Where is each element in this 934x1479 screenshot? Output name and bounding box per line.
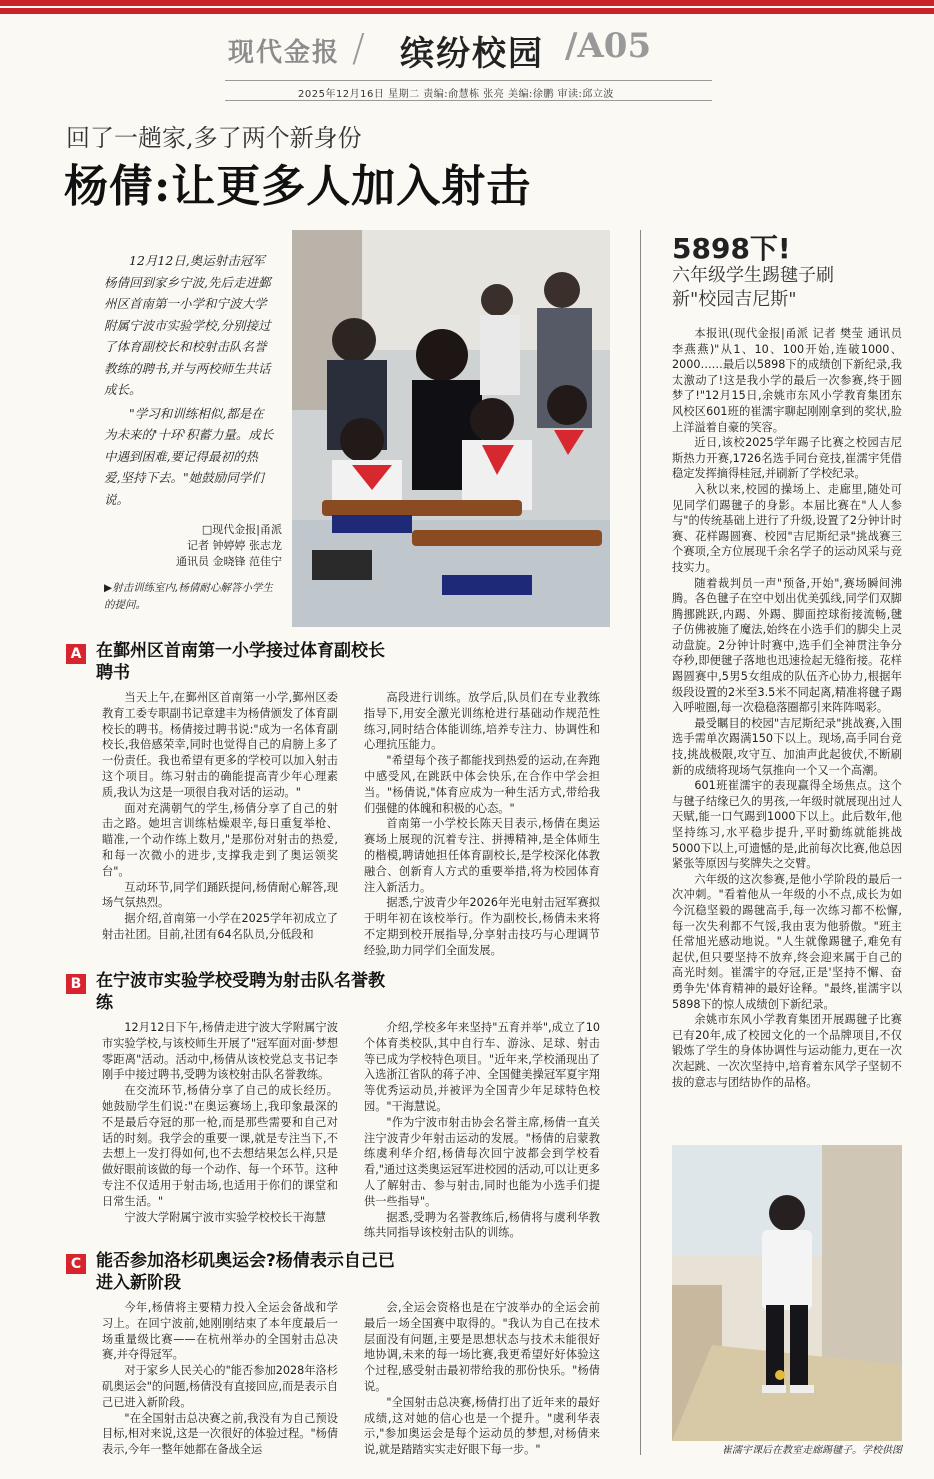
paragraph: 据悉,受聘为名誉教练后,杨倩将与虞利华教练共同指导该校射击队的训练。 xyxy=(364,1210,600,1240)
paragraph: 当天上午,在鄞州区首南第一小学,鄞州区委教育工委专职副书记章建丰为杨倩颁发了体育副校长的聘书。杨倩接过聘书说:"成为一名体育副校长,我倍感荣幸,同时也觉得自己的肩膀上多了一份责任。我也希望有更多的学校可以加入射击这个项目。练习射击的确能提高青少年心理素质,我认为这是一项很自我对话的运动。" xyxy=(102,691,338,799)
text-column xyxy=(102,1300,338,1458)
paragraph: 介绍,学校多年来坚持"五育并举",成立了10个体育类校队,其中自行车、游泳、足球、射击等已成为学校特色项目。"近年来,学校涌现出了入选浙江省队的蒋子冲、全国健美操冠军夏宇翔等优秀运动员,并被评为全国青少年足球特色校园。"干海慧说。 xyxy=(364,1021,600,1113)
byline-line: 通讯员 金晓锋 范佳宁 xyxy=(176,555,282,568)
paragraph: 首南第一小学校长陈天目表示,杨倩在奥运赛场上展现的沉着专注、拼搏精神,是全体师生的楷模,聘请她担任体育副校长,是学校深化体教融合、创新育人方式的重要举措,将为校园体育注入新活力。 xyxy=(364,817,600,894)
paragraph: 据介绍,首南第一小学在2025学年初成立了射击社团。目前,社团有64名队员,分低段和 xyxy=(102,912,338,941)
paragraph: 12月12日下午,杨倩走进宁波大学附属宁波市实验学校,与该校师生开展了"冠军面对面·梦想零距离"活动。活动中,杨倩从该校党总支书记李刚手中接过聘书,受聘为该校射击队名誉教练。 xyxy=(102,1021,339,1082)
rule xyxy=(225,100,712,101)
sidebar-paragraph: 本报讯(现代金报|甬派 记者 樊莹 通讯员 李燕燕)"从1、10、100开始,连破1000、2000……最后以5898下的成绩创下新纪录,我太激动了!这是我小学的最后一次参赛,终于圆梦了!"12月15日,余姚市东风小学教育集团东风校区601班的崔濡宇聊起刚刚拿到的奖状,脸上洋溢着自豪的笑容。 xyxy=(672,327,902,434)
shuttlecock-photo xyxy=(672,1145,902,1441)
section-marker: C xyxy=(66,1254,86,1274)
paragraph: 面对充满朝气的学生,杨倩分享了自己的射击之路。她坦言训练枯燥艰辛,每日重复举枪、瞄准,一个动作练上数月,"是那份对射击的热爱,和每一次微小的进步,支撑我走到了奥运领奖台"。 xyxy=(102,801,338,878)
photo-caption: 崔濡宇课后在教室走廊踢毽子。学校供图 xyxy=(722,1445,902,1456)
story-subhead: 回了一趟家,多了两个新身份 xyxy=(66,124,362,152)
paragraph: 宁波大学附属宁波市实验学校校长干海慧 xyxy=(124,1210,326,1224)
section-a xyxy=(66,640,626,985)
section-title: 在宁波市实验学校受聘为射击队名誉教练 xyxy=(96,971,385,1013)
dateline: 2025年12月16日 星期二 责编:俞慧栋 张亮 美编:徐鹏 审读:邱立波 xyxy=(298,89,614,100)
top-red-bar xyxy=(0,0,934,14)
section-b xyxy=(66,970,626,1250)
text-column xyxy=(364,1020,600,1241)
paper-name: 现代金报 xyxy=(228,38,341,68)
sidebar-paragraph: 入秋以来,校园的操场上、走廊里,随处可见同学们踢毽子的身影。本届比赛在"人人参与"的传统基础上进行了升级,设置了2分钟计时赛、花样踢圆赛、校园"吉尼斯纪录"挑战赛三个赛项,全方位展现千余名学子的运动风采与竞技实力。 xyxy=(672,482,902,574)
paragraph: "在全国射击总决赛之前,我没有为自己预设目标,相对来说,这是一次很好的体验过程。"杨倩表示,今年一整年她都在备战全运 xyxy=(102,1411,339,1457)
photo-caption: ▶射击训练室内,杨倩耐心解答小学生的提问。 xyxy=(104,582,273,611)
masthead xyxy=(0,26,934,76)
column-divider xyxy=(640,230,641,1455)
sidebar-body xyxy=(672,326,902,1090)
sidebar-paragraph: 近日,该校2025学年踢子比赛之校园吉尼斯热力开赛,1726名选手同台竞技,崔濡宇凭借稳定发挥摘得桂冠,并刷新了学校纪录。 xyxy=(672,436,902,481)
paragraph: 据悉,宁波青少年2026年光电射击冠军赛拟于明年初在该校举行。作为副校长,杨倩未来将不定期到校开展指导,分享射击技巧与心理调节经验,助力同学们全面发展。 xyxy=(364,896,600,957)
text-column xyxy=(102,690,338,943)
rule xyxy=(225,80,712,81)
paragraph: "全国射击总决赛,杨倩打出了近年来的最好成绩,这对她的信心也是一个提升。"虞利华表示,"参加奥运会是每个运动员的梦想,对杨倩来说,就是踏踏实实走好眼下每一步。" xyxy=(364,1395,600,1457)
sidebar-headline: 5898下! xyxy=(672,232,791,265)
sidebar-paragraph: 最受瞩目的校园"吉尼斯纪录"挑战赛,入围选手需单次踢满150下以上。现场,高手同台竞技,挑战极限,攻守互、加油声此起彼伏,不断刷新的成绩将现场气氛推向一个又一个高潮。 xyxy=(672,716,902,777)
masthead-separator: / xyxy=(352,26,365,70)
paragraph: 高段进行训练。放学后,队员们在专业教练指导下,用安全激光训练枪进行基础动作规范性练习,同时结合体能训练,培养专注力、协调性和心理抗压能力。 xyxy=(364,691,600,752)
text-column xyxy=(364,1300,600,1458)
story-lead xyxy=(104,250,274,512)
paragraph: 今年,杨倩将主要精力投入全运会备战和学习上。在回宁波前,她刚刚结束了本年度最后一场重量级比赛——在杭州举办的全国射击总决赛,并夺得冠军。 xyxy=(102,1301,338,1362)
paragraph: 会,全运会资格也是在宁波举办的全运会前最后一场全国赛中取得的。"我认为自己在技术层面没有问题,主要是思想状态与技术未能很好地协调,未来的每一场比赛,我更希望好好体验这个过程,感受射击最初带给我的那份快乐。"杨倩说。 xyxy=(364,1301,600,1393)
sidebar-paragraph: 六年级的这次参赛,是他小学阶段的最后一次冲刺。"看着他从一年级的小不点,成长为如今沉稳坚毅的踢毽高手,每一次练习都不松懈,每一次失利都不气馁,我由衷为他骄傲。"班主任常旭光感动地说。"人生就像踢毽子,难免有起伏,但只要坚持不放弃,终会迎来属于自己的高光时刻。崔濡宇的夺冠,正是'坚持不懈、奋勇争先'体育精神的最好诠释。"最终,崔濡宇以5898下的惊人成绩创下新纪录。 xyxy=(672,872,902,1011)
sidebar-paragraph: 601班崔濡宇的表现赢得全场焦点。这个与毽子结缘已久的男孩,一年级时就展现出过人天赋,能一口气踢到1000下以上。此后数年,他坚持练习,水平稳步提升,平时勤练就能挑战5000下以上,可遗憾的是,此前每次比赛,他总因紧张等原因与奖牌失之交臂。 xyxy=(672,779,902,871)
paragraph: 在交流环节,杨倩分享了自己的成长经历。她鼓励学生们说:"在奥运赛场上,我印象最深的不是最后夺冠的那一枪,而是那些需要和自己对话的时刻。我学会的重要一课,就是专注当下,不去想上一发打得如何,也不去想结果怎么样,只是做好眼前该做的每一个动作、每一个环节。这种专注不仅适用于射击场,也适用于你们的课堂和日常生活。" xyxy=(102,1084,338,1208)
lead-paragraph: "学习和训练相似,都是在为未来的'十环'积蓄力量。成长中遇到困难,要记得最初的热爱,坚持下去。"她鼓励同学们说。 xyxy=(104,405,274,507)
sidebar-subhead: 六年级学生踢毽子刷新"校园吉尼斯" xyxy=(672,265,834,310)
section-marker: B xyxy=(66,974,86,994)
text-column xyxy=(364,690,600,959)
shooting-class-photo xyxy=(292,230,610,627)
story-headline: 杨倩:让更多人加入射击 xyxy=(64,161,532,212)
byline-line: □现代金报|甬派 xyxy=(201,523,282,536)
paragraph: "作为宁波市射击协会名誉主席,杨倩一直关注宁波青少年射击运动的发展。"杨倩的启蒙教练虞利华介绍,杨倩每次回宁波都会到学校看看,"通过这类奥运冠军进校园的活动,可以让更多人了解射击、参与射击,同时也能为小选手们提供一些指导"。 xyxy=(364,1115,601,1208)
section-name: 缤纷校园 xyxy=(400,34,544,74)
sidebar-paragraph: 随着裁判员一声"预备,开始",赛场瞬间沸腾。各色毽子在空中划出优美弧线,同学们双脚腾挪跳跃,内踢、外踢、脚面控球衔接流畅,毽子仿佛被施了魔法,始终在小选手们的脚尖上灵动盘旋。2分钟计时赛中,选手们全神贯注争分夺秒,即便毽子落地也迅速捡起无缝衔接。花样踢圆赛中,5男5女组成的队伍齐心协力,根据年级段设置的2米至3.5米不同起离,精准将毽子踢入呼啦圈,每一次稳稳落圈都引来阵阵喝彩。 xyxy=(672,576,902,715)
paragraph: "希望每个孩子都能找到热爱的运动,在奔跑中感受风,在跳跃中体会快乐,在合作中学会担当。"杨倩说,"体育应成为一种生活方式,带给我们强健的体魄和积极的心态。" xyxy=(364,754,600,815)
section-title: 在鄞州区首南第一小学接过体育副校长聘书 xyxy=(96,641,385,683)
section-c xyxy=(66,1250,626,1465)
sidebar-paragraph: 余姚市东风小学教育集团开展踢毽子比赛已有20年,成了校园文化的一个品牌项目,不仅锻炼了学生的身体协调性与运动能力,更在一次次起跳、一次次坚持中,培育着东风学子坚韧不拔的意志与团结协作的品格。 xyxy=(672,1013,902,1089)
section-title: 能否参加洛杉矶奥运会?杨倩表示自己已进入新阶段 xyxy=(96,1251,395,1293)
page-number: /A05 xyxy=(565,26,652,66)
byline-line: 记者 钟婷婷 张志龙 xyxy=(187,539,282,552)
lead-paragraph: 12月12日,奥运射击冠军杨倩回到家乡宁波,先后走进鄞州区首南第一小学和宁波大学附属宁波市实验学校,分别接过了体育副校长和校射击队名誉教练的聘书,并与两校师生共话成长。 xyxy=(104,253,271,397)
story-byline xyxy=(162,522,282,570)
paragraph: 互动环节,同学们踊跃提问,杨倩耐心解答,现场气氛热烈。 xyxy=(102,880,338,910)
paragraph: 对于家乡人民关心的"能否参加2028年洛杉矶奥运会"的问题,杨倩没有直接回应,而是表示自己已进入新阶段。 xyxy=(102,1364,339,1409)
section-marker: A xyxy=(66,644,86,664)
text-column xyxy=(102,1020,338,1225)
